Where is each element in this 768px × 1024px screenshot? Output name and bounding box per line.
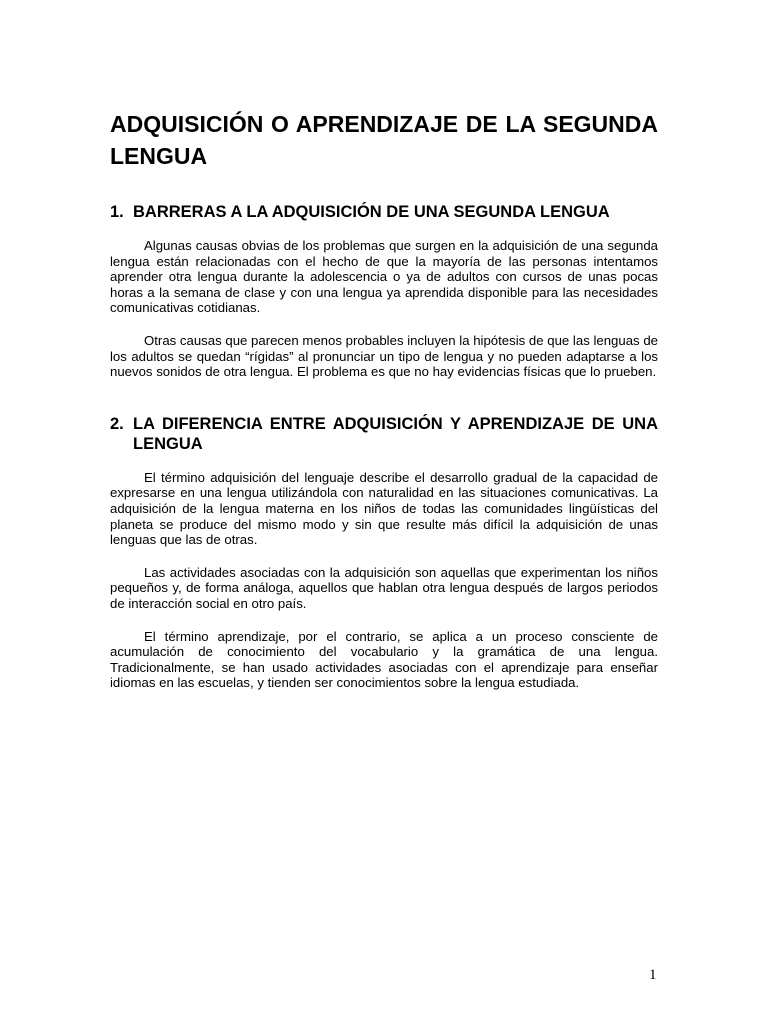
section-2	[110, 414, 658, 691]
section-heading-text: BARRERAS A LA ADQUISICIÓN DE UNA SEGUNDA LENGUA	[133, 203, 610, 221]
paragraph: Algunas causas obvias de los problemas que surgen en la adquisición de una segunda lengua están relacionadas con el hecho de que la mayoría de las personas intentamos aprender otra lengua durante la adolescencia o ya de adultos con cursos de unas pocas horas a la semana de clase y con una lengua ya aprendida disponible para las necesidades comunicativas cotidianas.	[110, 238, 658, 316]
document-body	[110, 108, 658, 691]
section-heading-text: LA DIFERENCIA ENTRE ADQUISICIÓN Y APRENDIZAJE DE UNA LENGUA	[133, 414, 658, 453]
paragraph: El término adquisición del lenguaje describe el desarrollo gradual de la capacidad de expresarse en una lengua utilizándola con naturalidad en las situaciones comunicativas. La adquisición de la lengua materna en los niños de todas las comunidades lingüísticas del planeta se produce del mismo modo y sin que resulte más difícil la adquisición de unas lenguas que las de otras.	[110, 469, 658, 548]
paragraph: Las actividades asociadas con la adquisición son aquellas que experimentan los niños pequeños y, de forma análoga, aquellos que hablan otra lengua después de largos periodos de interacción social en otro país.	[110, 564, 658, 611]
section-1	[110, 202, 658, 380]
section-heading	[110, 414, 658, 454]
document-title: ADQUISICIÓN O APRENDIZAJE DE LA SEGUNDA LENGUA	[110, 111, 658, 169]
paragraph: Otras causas que parecen menos probables incluyen la hipótesis de que las lenguas de los adultos se quedan “rígidas” al pronunciar un tipo de lengua y no pueden adaptarse a los nuevos sonidos de otra lengua. El problema es que no hay evidencias físicas que lo prueben.	[110, 332, 658, 380]
page-number: 1	[649, 967, 657, 983]
section-number: 1.	[110, 203, 124, 221]
section-number: 2.	[110, 414, 124, 433]
paragraph: El término aprendizaje, por el contrario, se aplica a un proceso consciente de acumulación de conocimiento del vocabulario y la gramática de una lengua. Tradicionalmente, se han usado actividades asociadas con el aprendizaje para enseñar idiomas en las escuelas, y tienden ser conocimientos sobre la lengua estudiada.	[110, 628, 658, 691]
section-heading	[110, 202, 658, 222]
